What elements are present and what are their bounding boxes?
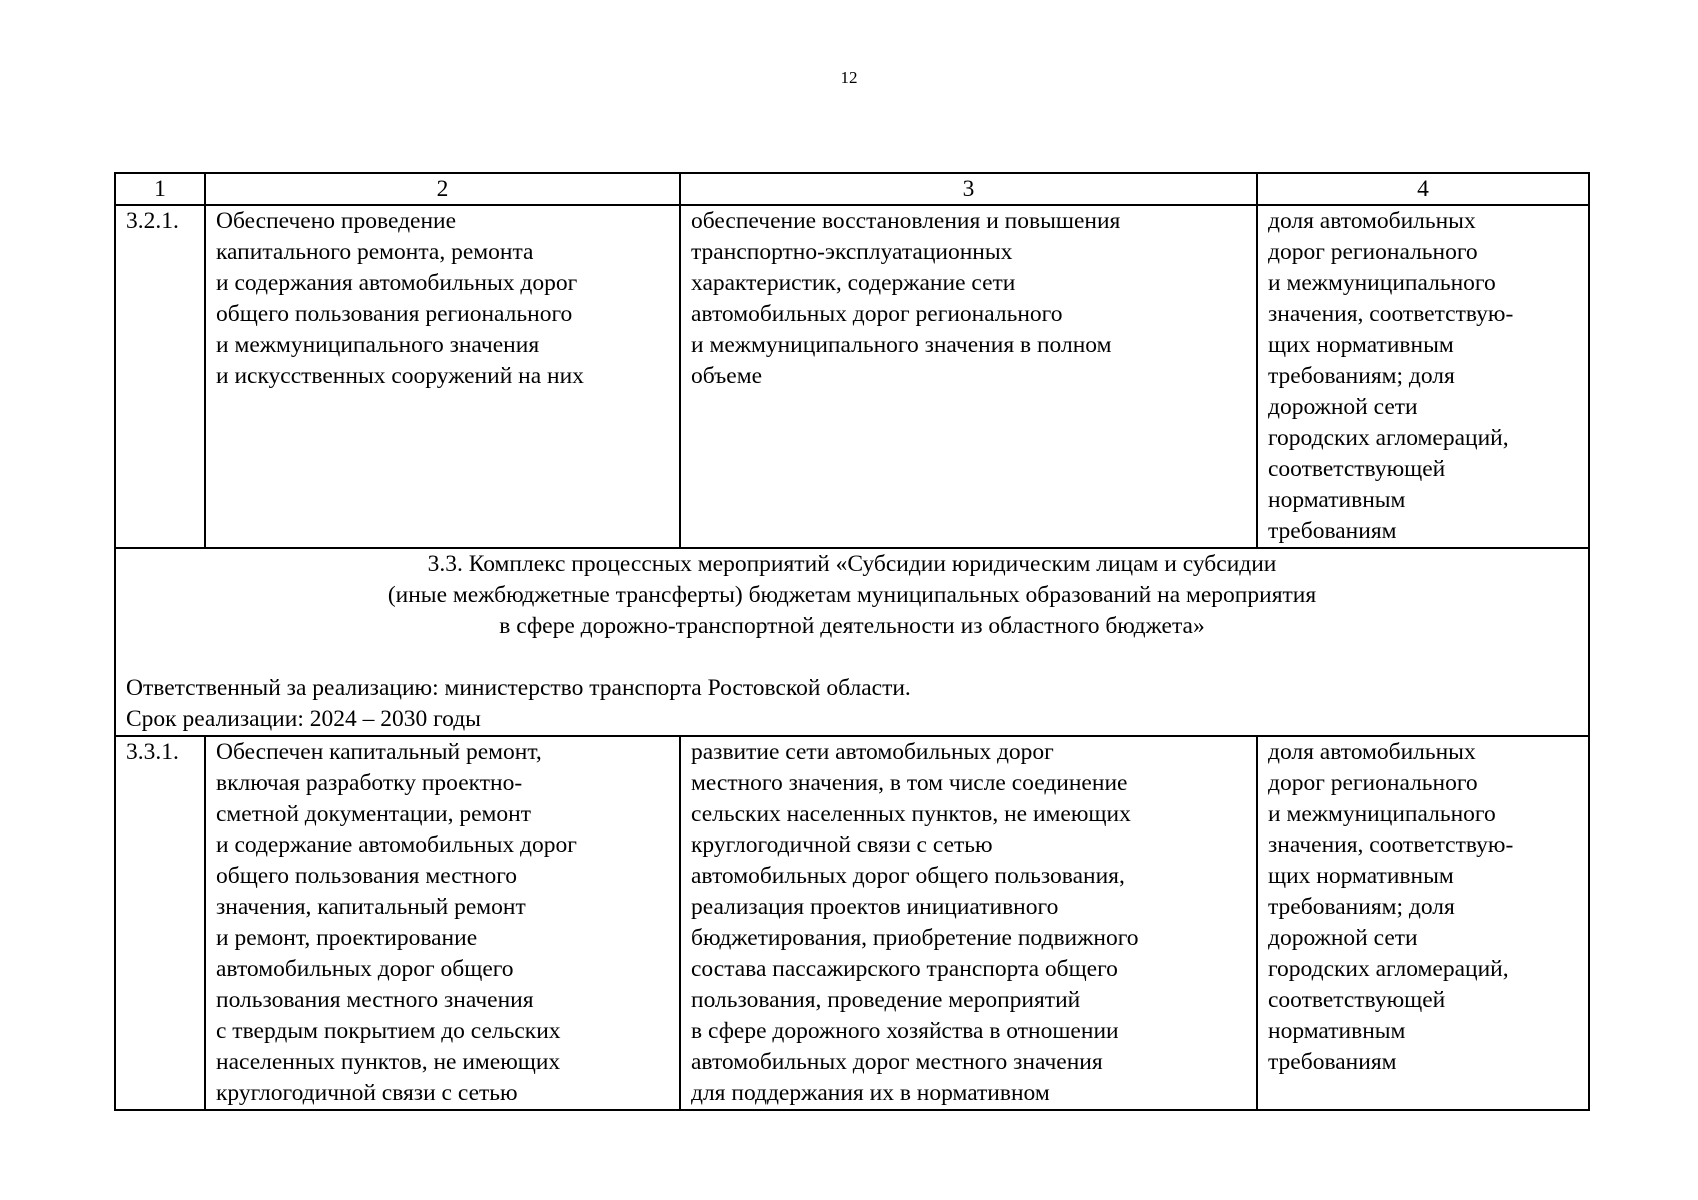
text-line: сметной документации, ремонт: [216, 801, 532, 827]
text-line: в сфере дорожного хозяйства в отношении: [691, 1018, 1119, 1044]
text-line: включая разработку проектно-: [216, 770, 523, 796]
text-line: характеристик, содержание сети: [691, 270, 1016, 296]
text-line: доля автомобильных: [1268, 208, 1476, 234]
text-line: щих нормативным: [1268, 863, 1454, 889]
text-line: и межмуниципального значения: [216, 332, 540, 358]
text-line: для поддержания их в нормативном: [691, 1080, 1050, 1106]
indicator-cell: [1257, 205, 1589, 548]
text-line: соответствующей: [1268, 456, 1446, 482]
text-line: Обеспечено проведение: [216, 208, 457, 234]
section-cell: [115, 548, 1589, 736]
text-line: объеме: [691, 363, 763, 389]
text-line: дорожной сети: [1268, 925, 1418, 951]
text-line: общего пользования регионального: [216, 301, 573, 327]
page-number: 12: [840, 68, 858, 87]
text-line: круглогодичной связи с сетью: [691, 832, 993, 858]
table-header-row: [115, 173, 1589, 205]
header-col-4: 4: [1257, 173, 1589, 205]
text-line: нормативным: [1268, 1018, 1406, 1044]
text-line: состава пассажирского транспорта общего: [691, 956, 1118, 982]
text-line: круглогодичной связи с сетью: [216, 1080, 518, 1106]
text-line: требованиям: [1268, 518, 1397, 544]
text-line: автомобильных дорог общего: [216, 956, 514, 982]
text-line: транспортно-эксплуатационных: [691, 239, 1013, 265]
text-line: и межмуниципального значения в полном: [691, 332, 1112, 358]
text-line: городских агломераций,: [1268, 425, 1509, 451]
text-line: значения, капитальный ремонт: [216, 894, 526, 920]
table-row-3-2-1: [115, 205, 1589, 548]
indicator-cell: [1257, 736, 1589, 1110]
text-line: значения, соответствую-: [1268, 832, 1514, 858]
section-title-line: (иные межбюджетные трансферты) бюджетам муниципальных образований на мероприятия: [387, 582, 1317, 608]
text-line: автомобильных дорог регионального: [691, 301, 1063, 327]
text-line: и межмуниципального: [1268, 801, 1496, 827]
header-col-1: 1: [115, 173, 205, 205]
description-cell: [680, 205, 1257, 548]
text-line: пользования, проведение мероприятий: [691, 987, 1081, 1013]
text-line: требованиям; доля: [1268, 894, 1455, 920]
task-cell: [205, 205, 680, 548]
text-line: автомобильных дорог общего пользования,: [691, 863, 1125, 889]
text-line: и ремонт, проектирование: [216, 925, 478, 951]
text-line: общего пользования местного: [216, 863, 518, 889]
section-title-line: 3.3. Комплекс процессных мероприятий «Субсидии юридическим лицам и субсидии: [427, 551, 1277, 577]
table-row-3-3-1: [115, 736, 1589, 1110]
text-line: капитального ремонта, ремонта: [216, 239, 534, 265]
text-line: автомобильных дорог местного значения: [691, 1049, 1103, 1075]
text-line: местного значения, в том числе соединение: [691, 770, 1128, 796]
section-responsible: Ответственный за реализацию: министерство транспорта Ростовской области.: [126, 675, 911, 701]
text-line: значения, соответствую-: [1268, 301, 1514, 327]
text-line: и содержание автомобильных дорог: [216, 832, 577, 858]
text-line: дорожной сети: [1268, 394, 1418, 420]
measures-table: [114, 172, 1590, 1111]
text-line: с твердым покрытием до сельских: [216, 1018, 561, 1044]
text-line: реализация проектов инициативного: [691, 894, 1059, 920]
text-line: пользования местного значения: [216, 987, 534, 1013]
header-col-3: 3: [680, 173, 1257, 205]
text-line: дорог регионального: [1268, 770, 1478, 796]
row-number: 3.3.1.: [115, 736, 205, 1110]
text-line: обеспечение восстановления и повышения: [691, 208, 1121, 234]
row-number: 3.2.1.: [115, 205, 205, 548]
text-line: доля автомобильных: [1268, 739, 1476, 765]
text-line: и межмуниципального: [1268, 270, 1496, 296]
text-line: требованиям: [1268, 1049, 1397, 1075]
text-line: Обеспечен капитальный ремонт,: [216, 739, 542, 765]
text-line: и содержания автомобильных дорог: [216, 270, 578, 296]
section-row-3-3: [115, 548, 1589, 736]
text-line: городских агломераций,: [1268, 956, 1509, 982]
description-cell: [680, 736, 1257, 1110]
text-line: и искусственных сооружений на них: [216, 363, 584, 389]
header-col-2: 2: [205, 173, 680, 205]
text-line: дорог регионального: [1268, 239, 1478, 265]
text-line: бюджетирования, приобретение подвижного: [691, 925, 1139, 951]
text-line: соответствующей: [1268, 987, 1446, 1013]
section-term: Срок реализации: 2024 – 2030 годы: [126, 706, 481, 732]
text-line: сельских населенных пунктов, не имеющих: [691, 801, 1131, 827]
text-line: развитие сети автомобильных дорог: [691, 739, 1054, 765]
text-line: требованиям; доля: [1268, 363, 1455, 389]
task-cell: [205, 736, 680, 1110]
text-line: щих нормативным: [1268, 332, 1454, 358]
section-spacer: [126, 642, 1578, 673]
text-line: нормативным: [1268, 487, 1406, 513]
text-line: населенных пунктов, не имеющих: [216, 1049, 561, 1075]
section-title-line: в сфере дорожно-транспортной деятельности из областного бюджета»: [499, 613, 1205, 639]
